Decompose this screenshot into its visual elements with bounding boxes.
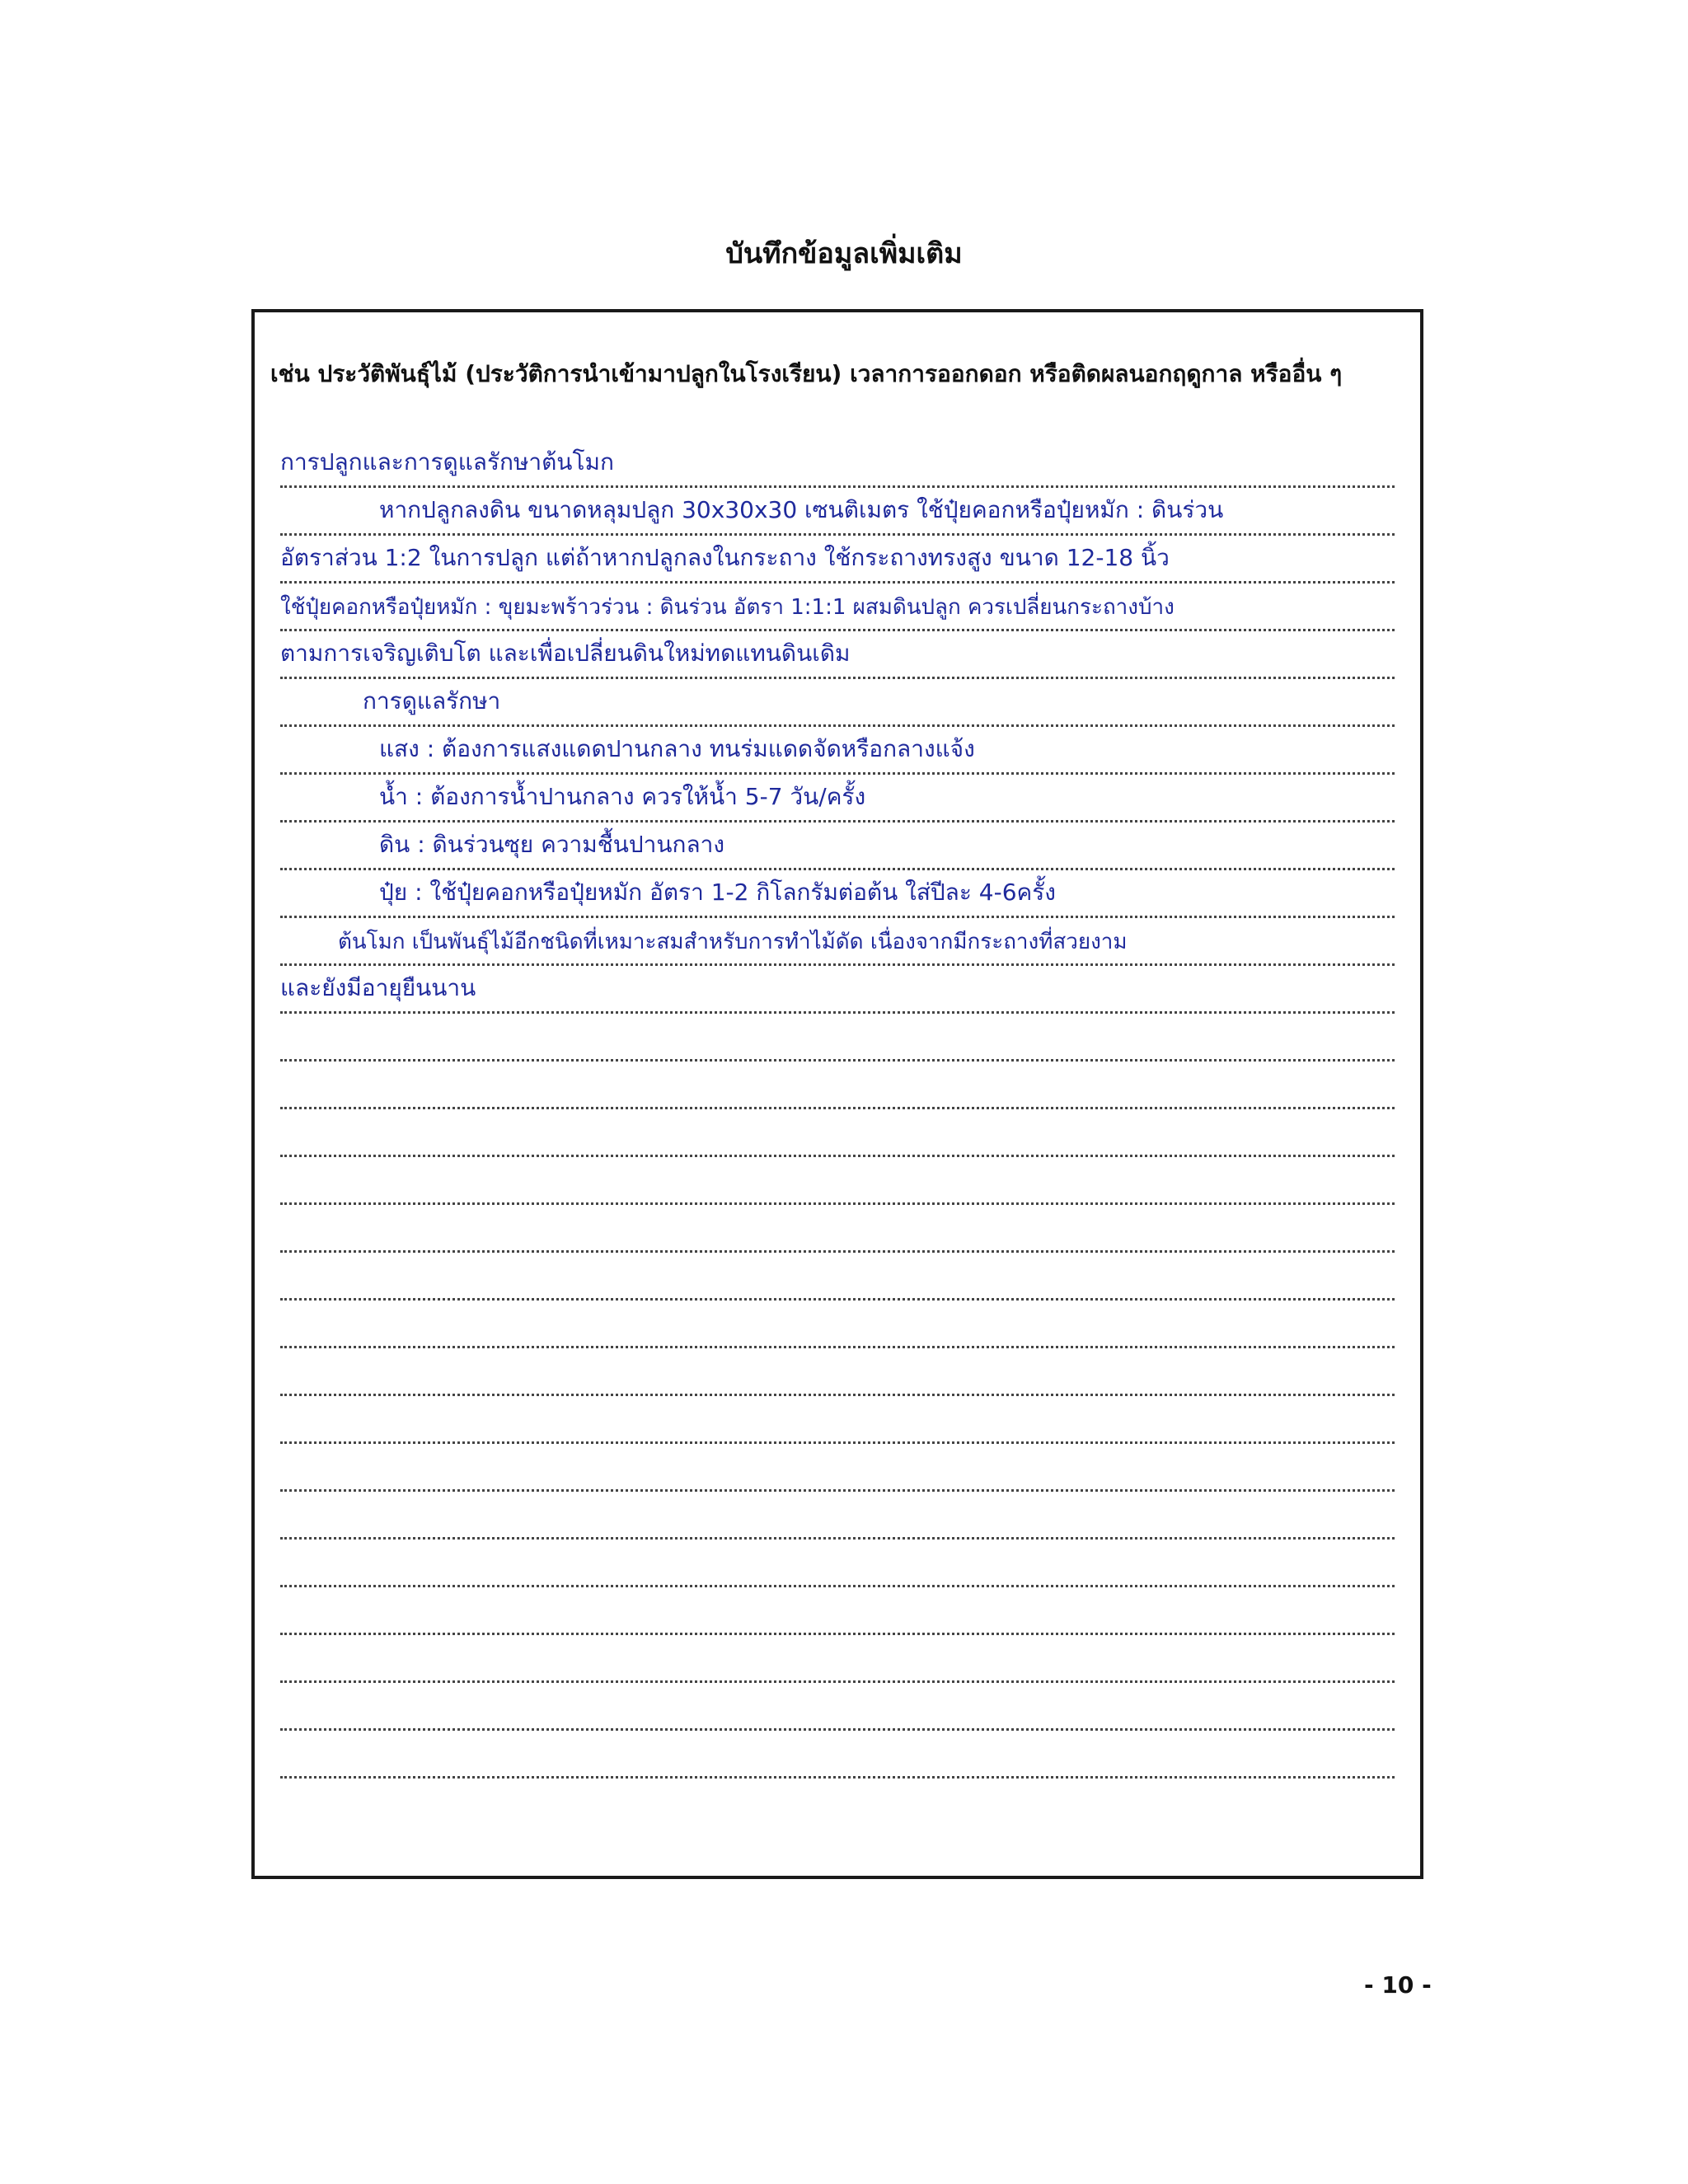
handwritten-line: การปลูกและการดูแลรักษาต้นโมก: [280, 448, 614, 476]
handwritten-line: และยังมีอายุยืนนาน: [280, 974, 476, 1001]
ruled-line: [280, 679, 1395, 727]
ruled-line: [280, 1587, 1395, 1635]
ruled-line: [280, 1396, 1395, 1444]
ruled-line: [280, 727, 1395, 775]
ruled-line: [280, 1731, 1395, 1779]
ruled-line: [280, 536, 1395, 583]
ruled-line: [280, 1062, 1395, 1109]
ruled-line: [280, 1205, 1395, 1253]
ruled-line: [280, 1348, 1395, 1396]
ruled-line: [280, 918, 1395, 966]
handwritten-line: ต้นโมก เป็นพันธุ์ไม้อีกชนิดที่เหมาะสมสำหรับการทำไม้ดัด เนื่องจากมีกระถางที่สวยงาม: [338, 930, 1128, 954]
ruled-line: [280, 775, 1395, 823]
ruled-line: [280, 1683, 1395, 1731]
handwritten-line: อัตราส่วน 1:2 ในการปลูก แต่ถ้าหากปลูกลงในกระถาง ใช้กระถางทรงสูง ขนาด 12-18 นิ้ว: [280, 544, 1170, 571]
ruled-line: [280, 1301, 1395, 1348]
ruled-line: [280, 966, 1395, 1014]
ruled-line: [280, 823, 1395, 870]
handwritten-line: ดิน : ดินร่วนซุย ความชื้นปานกลาง: [379, 831, 725, 858]
ruled-line: [280, 870, 1395, 918]
ruled-line: [280, 488, 1395, 536]
form-instruction: เช่น ประวัติพันธุ์ไม้ (ประวัติการนำเข้ามาปลูกในโรงเรียน) เวลาการออกดอก หรือติดผลนอกฤดูกาล หรืออื่น ๆ: [270, 360, 1343, 387]
handwritten-line: ตามการเจริญเติบโต และเพื่อเปลี่ยนดินใหม่ทดแทนดินเดิม: [280, 640, 851, 667]
ruled-line: [280, 440, 1395, 488]
page-number: - 10 -: [1364, 1971, 1432, 1999]
ruled-line: [280, 1014, 1395, 1062]
handwritten-line: ปุ๋ย : ใช้ปุ๋ยคอกหรือปุ๋ยหมัก อัตรา 1-2 กิโลกรัมต่อต้น ใส่ปีละ 4-6ครั้ง: [379, 879, 1056, 906]
ruled-line: [280, 1540, 1395, 1587]
handwritten-line: น้ำ : ต้องการน้ำปานกลาง ควรให้น้ำ 5-7 วัน/ครั้ง: [379, 783, 866, 810]
handwritten-line: ใช้ปุ๋ยคอกหรือปุ๋ยหมัก : ขุยมะพร้าวร่วน : ดินร่วน อัตรา 1:1:1 ผสมดินปลูก ควรเปลี่ยนกระถางบ้าง: [280, 595, 1175, 620]
ruled-line: [280, 631, 1395, 679]
ruled-line: [280, 1157, 1395, 1205]
ruled-line: [280, 583, 1395, 631]
ruled-line: [280, 1492, 1395, 1540]
page-title: บันทึกข้อมูลเพิ่มเติม: [725, 237, 963, 270]
handwritten-line: การดูแลรักษา: [363, 687, 501, 715]
handwritten-line: หากปลูกลงดิน ขนาดหลุมปลูก 30x30x30 เซนติเมตร ใช้ปุ๋ยคอกหรือปุ๋ยหมัก : ดินร่วน: [379, 496, 1224, 523]
ruled-line: [280, 1253, 1395, 1301]
ruled-line: [280, 1635, 1395, 1683]
ruled-line: [280, 1109, 1395, 1157]
handwritten-line: แสง : ต้องการแสงแดดปานกลาง ทนร่มแดดจัดหรือกลางแจ้ง: [379, 735, 975, 762]
ruled-line: [280, 1444, 1395, 1492]
